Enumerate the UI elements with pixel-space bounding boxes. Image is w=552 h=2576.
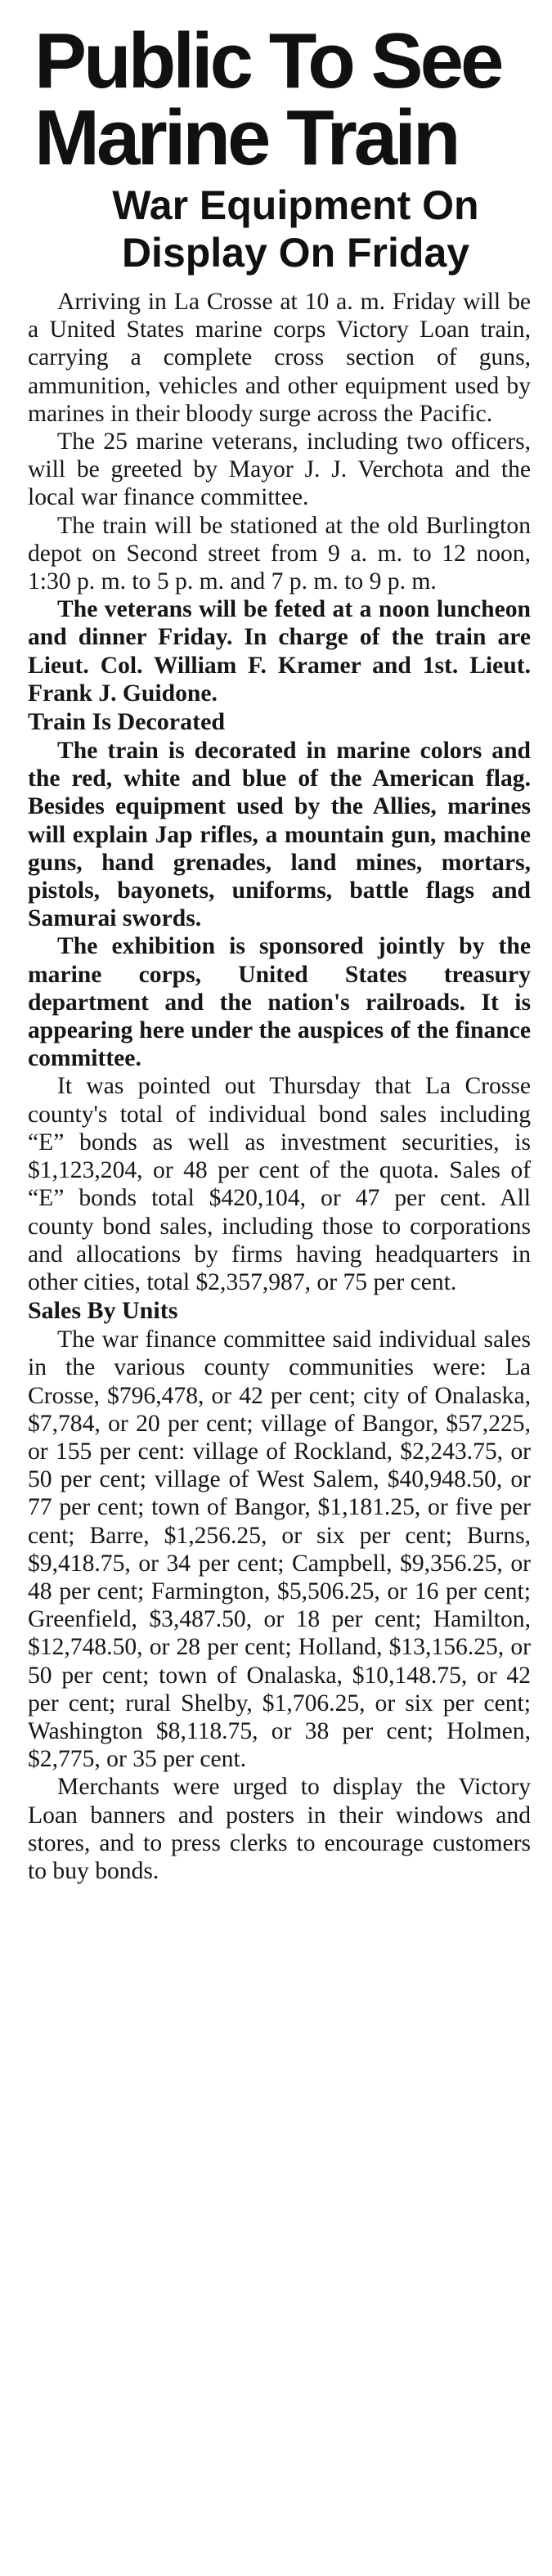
paragraph: Merchants were urged to display the Victory Loan banners and posters in their windows and stores, and to press clerks to encourage customers to buy bonds. (28, 1774, 531, 1884)
paragraph: The exhibition is sponsored jointly by the marine corps, United States treasury department and the nation's railroads. It is appearing here under the auspices of the finance committee. (28, 933, 531, 1072)
headline-line: Marine Train (34, 94, 458, 182)
section-subhead: Train Is Decorated (28, 708, 226, 736)
paragraph: Arriving in La Crosse at 10 a. m. Friday will be a United States marine corps Victory Loan train, carrying a complete cross section of guns, ammunition, vehicles and other equipment used by marines in their bloody surge across the Pacific. (28, 289, 531, 427)
paragraph: The veterans will be feted at a noon luncheon and dinner Friday. In charge of the train are Lieut. Col. William F. Kramer and 1st. Lieut. Frank J. Guidone. (28, 596, 531, 707)
section-subhead: Sales By Units (28, 1297, 178, 1325)
paragraph: The 25 marine veterans, including two officers, will be greeted by Mayor J. J. Verchota and the local war finance committee. (28, 429, 531, 511)
article-body (28, 288, 531, 1885)
paragraph: The train is decorated in marine colors and the red, white and blue of the American flag. Besides equipment used by the Allies, marines will explain Jap rifles, a mountain gun, machine guns, hand grenades, land mines, mortars, pistols, bayonets, uniforms, battle flags and Samurai swords. (28, 738, 531, 932)
paragraph: The war finance committee said individual sales in the various county communities were: La Crosse, $796,478, or 42 per cent; city of Onalaska, $7,784, or 20 per cent; village of Bangor, $57,225, or 155 per cent: village of Rockland, $2,243.75, or 50 per cent; village of West Salem, $40,948.50, or 77 per cent; town of Bangor, $1,181.25, or five per cent; Barre, $1,256.25, or six per cent; Burns, $9,418.75, or 34 per cent; Campbell, $9,356.25, or 48 per cent; Farmington, $5,506.25, or 16 per cent; Greenfield, $3,487.50, or 18 per cent; Hamilton, $12,748.50, or 28 per cent; Holland, $13,156.25, or 50 per cent; town of Onalaska, $10,148.75, or 42 per cent; rural Shelby, $1,706.25, or six per cent; Washington $8,118.75, or 38 per cent; Holmen, $2,775, or 35 per cent. (28, 1326, 531, 1773)
paragraph: The train will be stationed at the old Burlington depot on Second street from 9 a. m. to 12 noon, 1:30 p. m. to 5 p. m. and 7 p. m. to 9 p. m. (28, 512, 531, 595)
deck-subheadline (61, 182, 531, 276)
headline-line: Public To See (34, 17, 501, 105)
deck-line: War Equipment On (112, 182, 479, 228)
paragraph: It was pointed out Thursday that La Crosse county's total of individual bond sales including “E” bonds as well as investment securities, is $1,123,204, or 48 per cent of the quota. Sales of “E” bonds total $420,104, or 47 per cent. All county bond sales, including those to corporations and allocations by firms having headquarters in other cities, total $2,357,987, or 75 per cent. (28, 1073, 531, 1295)
headline (34, 17, 531, 182)
deck-line: Display On Friday (121, 230, 470, 276)
